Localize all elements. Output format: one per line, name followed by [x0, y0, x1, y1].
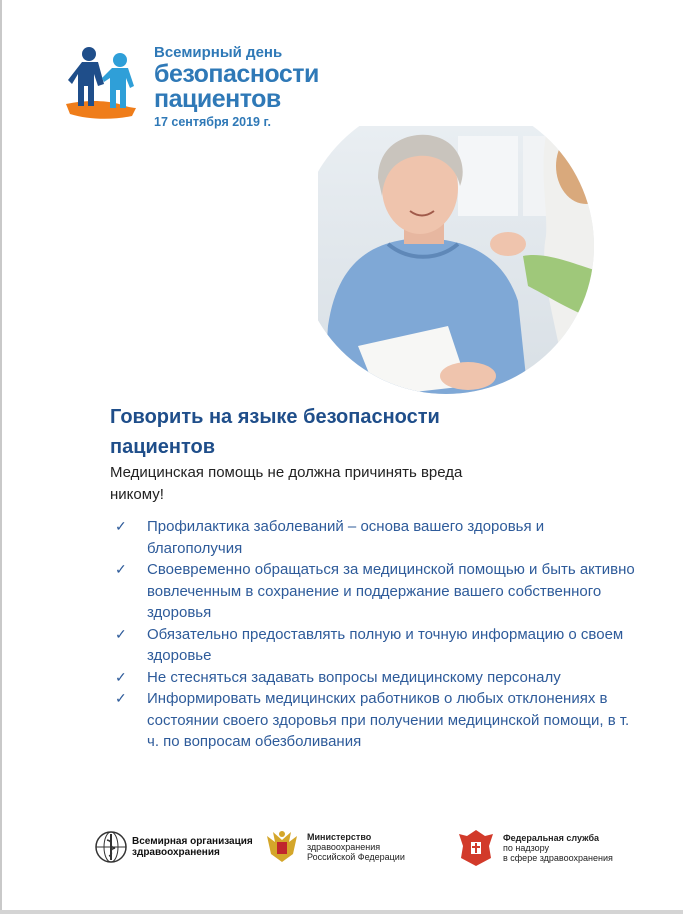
page-title: Говорить на языке безопасности пациентов [110, 406, 440, 458]
ministry-line-2: здравоохранения [307, 842, 381, 852]
list-item [115, 667, 635, 689]
list-item [115, 559, 635, 624]
checkmark-icon: ✓ [115, 690, 127, 706]
who-name-line-1: Всемирная организация [132, 836, 253, 847]
service-line-2: по надзору [503, 843, 550, 853]
list-item-text: Не стесняться задавать вопросы медицинскому персоналу [147, 668, 561, 686]
checkmark-icon: ✓ [115, 625, 127, 642]
who-emblem-icon [94, 830, 128, 864]
checkmark-icon: ✓ [115, 561, 127, 577]
hero-photo [318, 126, 614, 396]
logo-text [154, 44, 319, 129]
list-item [115, 516, 635, 559]
list-item [115, 688, 635, 753]
list-item-text: Информировать медицинских работников о любых отклонениях в состоянии своего здоровья при получении медицинской помощи, в т. ч. по вопросам обезболивания [147, 690, 630, 750]
list-item-text: Своевременно обращаться за медицинской помощью и быть активно вовлеченным в сохранение и поддержание вашего собственного здоровья [147, 561, 635, 621]
roszdravnadzor-logo [455, 828, 613, 868]
service-line-1: Федеральная служба [503, 833, 600, 843]
who-logo [94, 830, 253, 864]
recommendations-list [115, 516, 635, 753]
checkmark-icon: ✓ [115, 668, 127, 685]
elderly-patient-with-nurse-image [318, 126, 614, 396]
logo-line-1: Всемирный день [154, 44, 283, 61]
list-item-text: Профилактика заболеваний – основа вашего здоровья и благополучия [147, 518, 545, 557]
page-edge [0, 0, 2, 914]
subtitle: Медицинская помощь не должна причинять вреда никому! [110, 464, 463, 503]
list-item-text: Обязательно предоставлять полную и точную информацию о своем здоровье [147, 625, 624, 664]
logo-line-2: безопасности [154, 60, 319, 88]
federal-service-emblem-icon [455, 828, 497, 868]
logo-line-3: пациентов [154, 85, 281, 113]
service-line-3: в сфере здравоохранения [503, 853, 613, 863]
list-item [115, 624, 635, 667]
who-name-line-2: здравоохранения [132, 847, 220, 858]
russian-eagle-emblem-icon [263, 828, 301, 866]
page-bottom-edge [0, 910, 683, 914]
ministry-line-1: Министерство [307, 832, 372, 842]
ministry-logo [263, 828, 405, 866]
checkmark-icon: ✓ [115, 518, 127, 534]
ministry-line-3: Российской Федерации [307, 852, 405, 862]
logo-date: 17 сентября 2019 г. [154, 115, 271, 129]
